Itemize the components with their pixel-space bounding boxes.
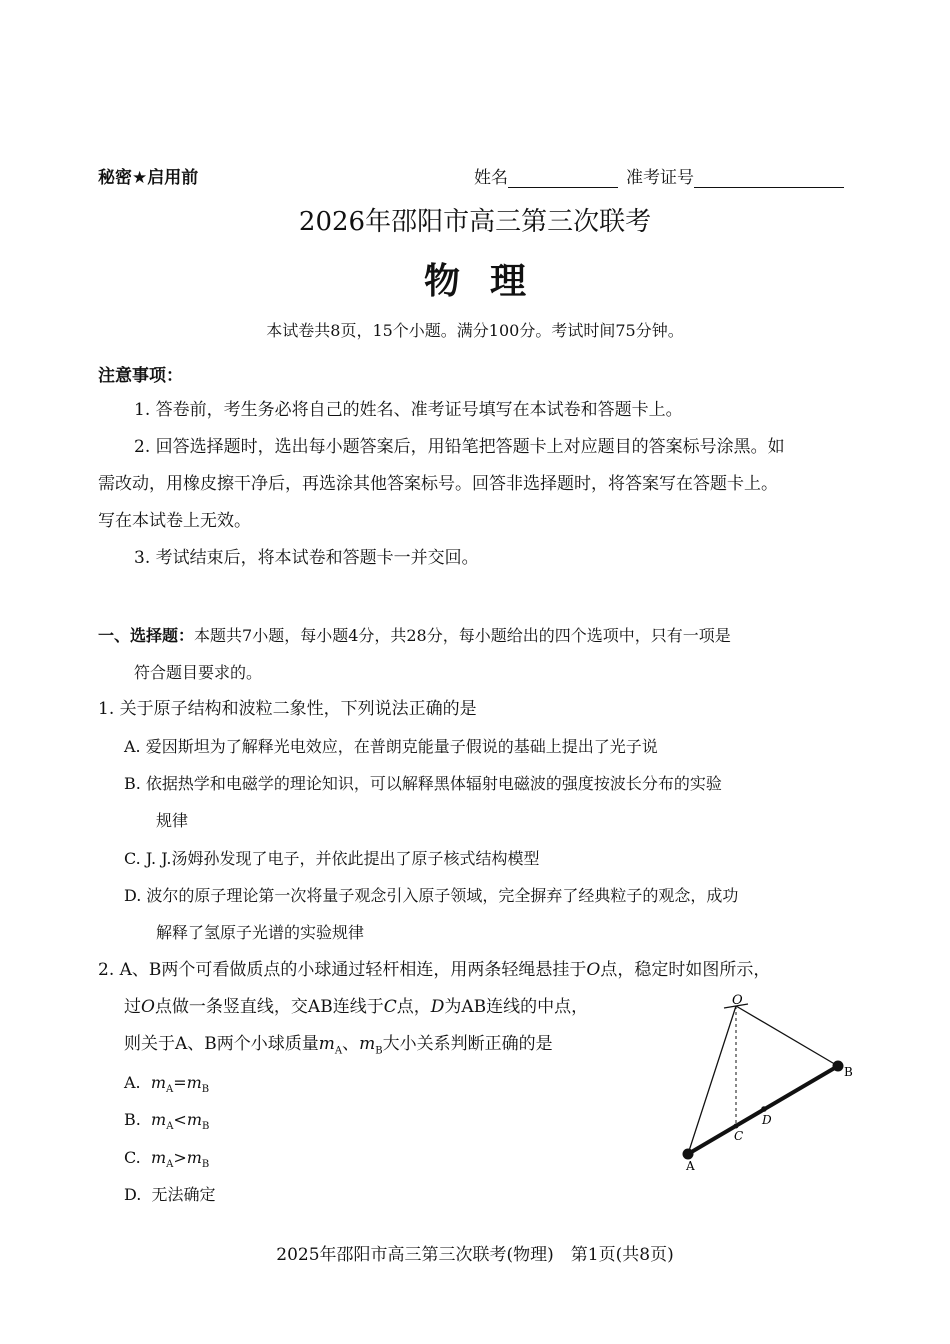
exam-intro: 本试卷共8页，15个小题。满分100分。考试时间75分钟。 [266,321,684,340]
notice-item-3: 3. 考试结束后，将本试卷和答题卡一并交回。 [134,548,479,568]
name-blank [508,169,618,188]
notice-item-2-cont: 需改动，用橡皮擦干净后，再选涂其他答案标号。回答非选择题时，将答案写在答题卡上。 [98,474,778,494]
option-text: 无法确定 [151,1185,216,1204]
relation: < [173,1110,187,1129]
mass-symbol: m [186,1148,202,1167]
mass-symbol: m [359,1034,376,1054]
q2-text: 点做一条竖直线，交AB连线于 [154,997,384,1017]
mass-subscript: B [201,1084,210,1096]
q2-stem-line3 [124,1026,553,1069]
notice-item-2-end: 写在本试卷上无效。 [98,511,251,531]
q1-stem: 1. 关于原子结构和波粒二象性，下列说法正确的是 [98,699,477,719]
section-1-heading [98,617,858,654]
q2-stem-line2 [124,989,588,1026]
label-o: O [732,993,743,1008]
label-b: B [844,1065,853,1079]
secret-label: 秘密★启用前 [98,168,199,188]
q2-point-c: C [383,997,397,1017]
q2-text: 点，稳定时如图所示， [600,960,771,980]
section-1-label: 一、选择题： [98,626,195,645]
relation: > [173,1148,187,1167]
q1-option-c: C. J. J.汤姆孙发现了电子，并依此提出了原子核式结构模型 [124,849,540,868]
q1-option-b: B. 依据热学和电磁学的理论知识，可以解释黑体辐射电磁波的强度按波长分布的实验 [124,774,722,793]
mass-subscript: A [166,1159,174,1171]
rope-ob [736,1006,838,1066]
mass-symbol: m [150,1073,166,1092]
q2-figure [670,990,870,1180]
section-1-desc-cont: 符合题目要求的。 [134,663,263,682]
option-label: B. [124,1110,141,1129]
q2-text: 大小关系判断正确的是 [382,1034,553,1054]
q2-text: 过 [124,997,141,1017]
q1-option-b-cont: 规律 [156,811,189,830]
q2-point-d: D [430,997,445,1017]
mass-subscript: A [165,1084,174,1096]
point-c [734,1124,739,1129]
mass-symbol: m [151,1110,167,1129]
id-blank [694,169,844,188]
option-label: C. [124,1148,141,1167]
label-c: C [734,1129,744,1143]
q2-text: 、 [342,1034,360,1054]
section-1-desc: 本题共7小题，每小题4分，共28分，每小题给出的四个选项中，只有一项是 [194,626,731,645]
q2-point-o: O [586,960,601,980]
point-d [761,1106,767,1112]
page-footer: 2025年邵阳市高三第三次联考(物理) 第1页(共8页) [276,1245,674,1265]
q1-option-d: D. 波尔的原子理论第一次将量子观念引入原子领域，完全摒弃了经典粒子的观念，成功 [124,886,739,905]
q1-option-d-cont: 解释了氢原子光谱的实验规律 [156,923,365,942]
q2-stem-line1 [98,952,770,989]
label-d: D [762,1113,772,1127]
ball-a [683,1149,694,1160]
mass-subscript: B [202,1121,210,1133]
q2-point-o: O [141,997,155,1017]
q2-text: 为AB连线的中点， [444,997,589,1017]
q2-text: 点， [396,997,431,1017]
relation: = [173,1073,187,1092]
mass-symbol: m [186,1073,202,1092]
label-a: A [686,1159,695,1173]
option-label: A. [124,1073,141,1092]
subject-title: 物理 [423,261,556,302]
q2-text: 2. A、B两个可看做质点的小球通过轻杆相连，用两条轻绳悬挂于 [98,960,587,980]
q2-option-d [124,1176,216,1213]
mass-subscript: A [334,1045,343,1057]
q1-option-a: A. 爱因斯坦为了解释光电效应，在普朗克能量子假说的基础上提出了光子说 [124,737,658,756]
mass-symbol: m [186,1110,202,1129]
mass-symbol: m [150,1148,167,1167]
ball-b [833,1061,844,1072]
mass-subscript: A [166,1121,174,1133]
notice-item-2: 2. 回答选择题时，选出每小题答案后，用铅笔把答题卡上对应题目的答案标号涂黑。如 [134,437,785,457]
id-label: 准考证号 [626,168,694,188]
notice-item-1: 1. 答卷前，考生务必将自己的姓名、准考证号填写在本试卷和答题卡上。 [134,400,683,420]
option-label: D. [124,1185,142,1204]
mass-subscript: B [375,1045,383,1057]
q2-text: 则关于A、B两个小球质量 [124,1034,319,1054]
mass-subscript: B [201,1159,210,1171]
exam-title: 2026年邵阳市高三第三次联考 [298,207,652,237]
name-label: 姓名 [474,168,508,188]
candidate-info [474,163,844,188]
notice-heading: 注意事项： [98,366,183,386]
mass-symbol: m [318,1034,335,1054]
